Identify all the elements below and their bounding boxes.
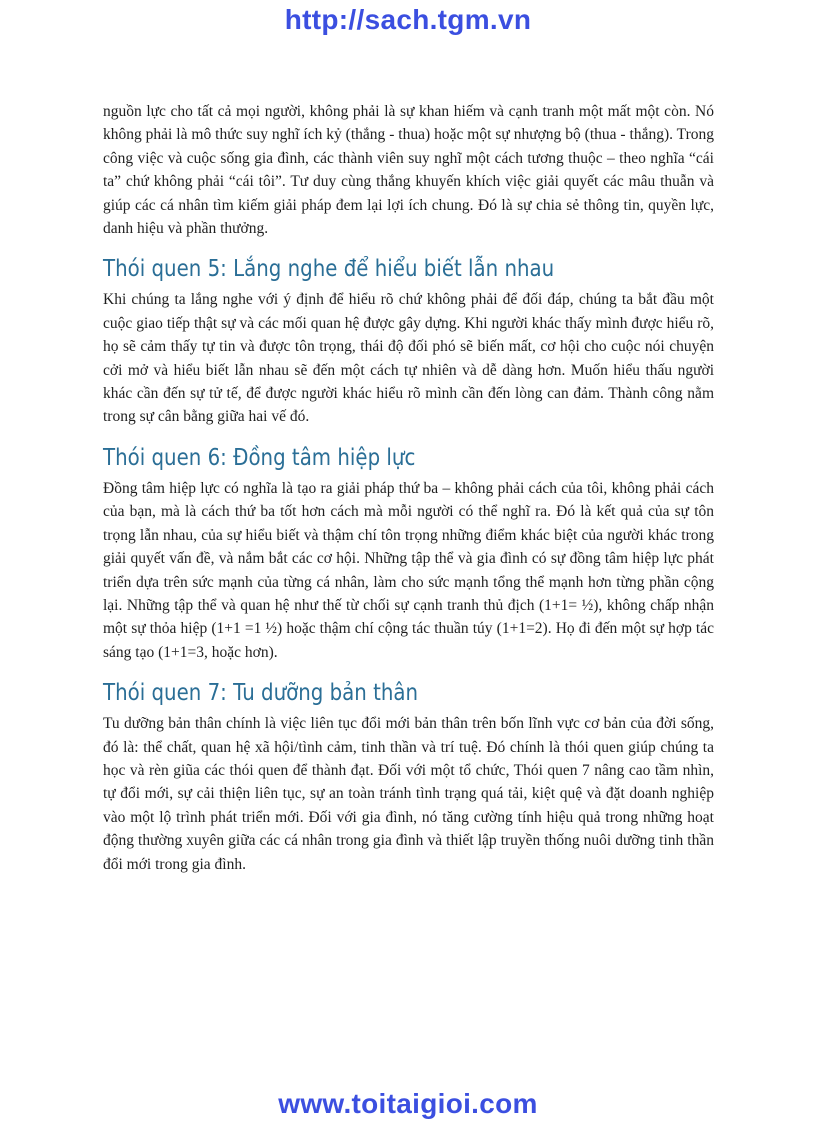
footer-url[interactable]: www.toitaigioi.com [278,1088,538,1119]
habit-6-paragraph: Đồng tâm hiệp lực có nghĩa là tạo ra giải pháp thứ ba – không phải cách của tôi, không phải cách của bạn, mà là cách thứ ba tốt hơn cách mà mỗi người có thể nghĩ ra. Đó là kết quả của sự tôn trọng lẫn nhau, của sự hiểu biết và thậm chí tôn trọng những điểm khác biệt của người khác trong giải quyết vấn đề, và nắm bắt các cơ hội. Những tập thể và gia đình có sự đồng tâm hiệp lực phát triển dựa trên sức mạnh của từng cá nhân, làm cho sức mạnh tổng thể mạnh hơn từng phần cộng lại. Những tập thể và quan hệ như thế từ chối sự cạnh tranh thủ địch (1+1= ½), không chấp nhận một sự thỏa hiệp (1+1 =1 ½) hoặc thậm chí cộng tác thuần túy (1+1=2). Họ đi đến một sự hợp tác sáng tạo (1+1=3, hoặc hơn). [103,479,714,661]
habit-7-paragraph: Tu dưỡng bản thân chính là việc liên tục đổi mới bản thân trên bốn lĩnh vực cơ bản của đời sống, đó là: thể chất, quan hệ xã hội/tình cảm, tinh thần và trí tuệ. Đó chính là thói quen giúp chúng ta học và rèn giũa các thói quen để thành đạt. Đối với một tổ chức, Thói quen 7 nâng cao tầm nhìn, tự đổi mới, sự cải thiện liên tục, sự an toàn tránh tình trạng quá tải, kiệt quệ và đặt doanh nghiệp vào một lộ trình phát triển mới. Đối với gia đình, nó tăng cường tính hiệu quả trong những hoạt động thường xuyên giữa các cá nhân trong gia đình và thiết lập truyền thống nuôi dưỡng tinh thần đổi mới trong gia đình. [103,715,714,873]
header-url[interactable]: http://sach.tgm.vn [284,4,532,35]
page-body [103,100,714,876]
habit-5-paragraph: Khi chúng ta lắng nghe với ý định để hiểu rõ chứ không phải để đối đáp, chúng ta bắt đầu một cuộc giao tiếp thật sự và các mối quan hệ được gây dựng. Khi người khác thấy mình được hiểu rõ, họ sẽ cảm thấy tự tin và được tôn trọng, thái độ đối phó sẽ biến mất, cơ hội cho cuộc nói chuyện cởi mở và hiểu biết lẫn nhau sẽ đến một cách tự nhiên và dễ dàng hơn. Muốn hiểu thấu người khác cần đến sự tử tế, để được người khác hiểu rõ mình cần đến lòng can đảm. Thành công nằm trong sự cân bằng giữa hai vế đó. [103,291,714,426]
habit-7-heading: Thói quen 7: Tu dưỡng bản thân [103,680,419,707]
habit-6-heading: Thói quen 6: Đồng tâm hiệp lực [103,444,416,471]
intro-paragraph: nguồn lực cho tất cả mọi người, không phải là sự khan hiếm và cạnh tranh một mất một còn. Nó không phải là mô thức suy nghĩ ích kỷ (thắng - thua) hoặc một sự nhượng bộ (thua - thắng). Trong công việc và cuộc sống gia đình, các thành viên suy nghĩ một cách tương thuộc – theo nghĩa “cái ta” chứ không phải “cái tôi”. Tư duy cùng thắng khuyến khích việc giải quyết các mâu thuẫn và giúp các cá nhân tìm kiếm giải pháp đem lại lợi ích chung. Đó là sự chia sẻ thông tin, quyền lực, danh hiệu và phần thưởng. [103,103,714,238]
habit-5-heading: Thói quen 5: Lắng nghe để hiểu biết lẫn nhau [103,256,555,283]
